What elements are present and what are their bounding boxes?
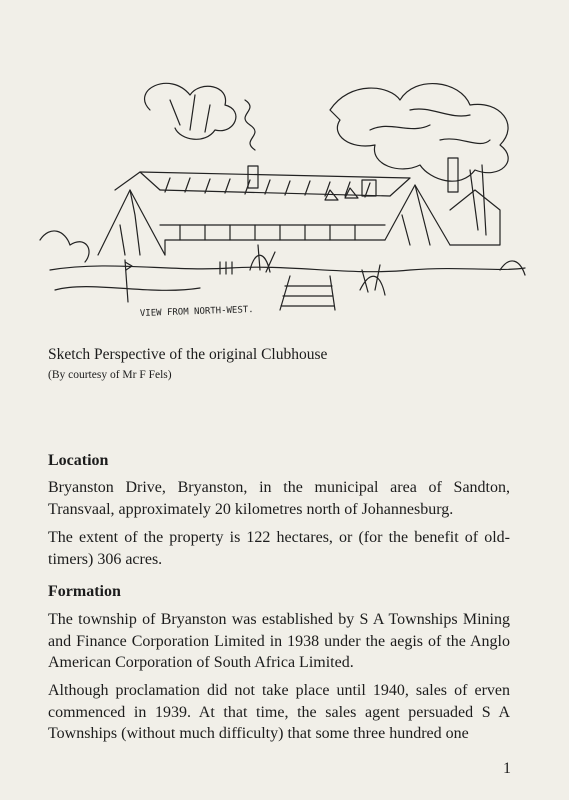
formation-paragraph-2: Although proclamation did not take place until 1940, sales of erven commenced in 1939. At that time, the sales agent persuaded S A Townships (without much difficulty) that some three hundred one bbox=[48, 682, 510, 742]
formation-heading: Formation bbox=[48, 583, 121, 600]
clubhouse-sketch bbox=[30, 40, 530, 330]
sketch-label: VIEW FROM NORTH-WEST. bbox=[139, 305, 254, 319]
figure-caption: Sketch Perspective of the original Clubhouse bbox=[48, 346, 328, 363]
figure-credit: (By courtesy of Mr F Fels) bbox=[48, 369, 172, 381]
formation-paragraph-1: The township of Bryanston was established by S A Townships Mining and Finance Corporation Limited in 1938 under the aegis of the Anglo American Corporation of South Africa Limited. bbox=[48, 611, 510, 671]
location-heading: Location bbox=[48, 452, 109, 469]
page-number: 1 bbox=[503, 760, 511, 777]
location-paragraph-2: The extent of the property is 122 hectares, or (for the benefit of old-timers) 306 acres. bbox=[48, 529, 510, 568]
location-paragraph-1: Bryanston Drive, Bryanston, in the municipal area of Sandton, Transvaal, approximately 20 kilometres north of Johannesburg. bbox=[48, 479, 510, 518]
